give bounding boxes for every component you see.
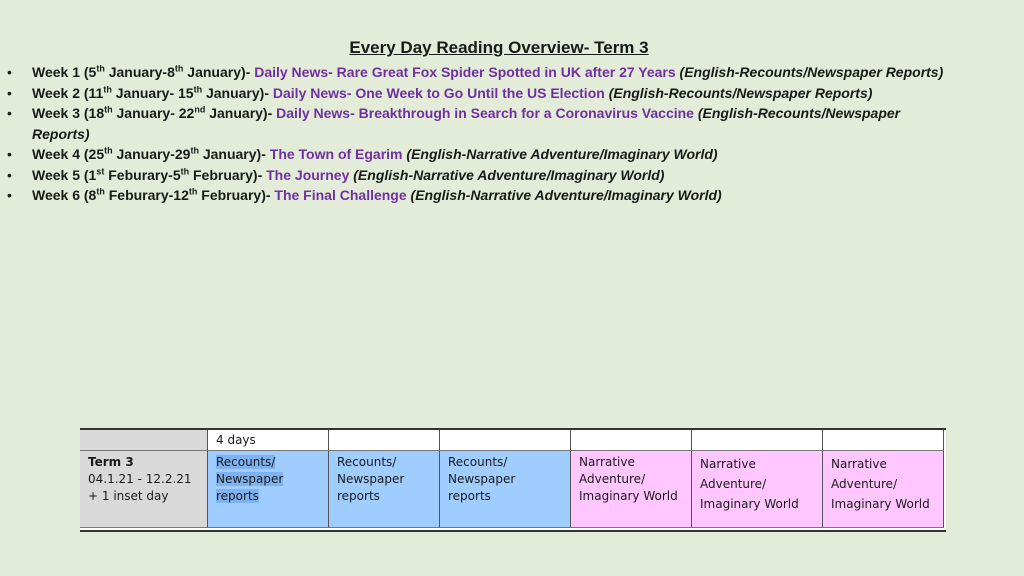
list-item: • Week 2 (11th January- 15th January)- Daily News- One Week to Go Until the US Election (English-Recounts/Newspaper Reports) bbox=[0, 83, 960, 104]
week-genre: (English-Recounts/Newspaper Reports) bbox=[32, 105, 901, 142]
list-item: • Week 6 (8th Feburary-12th February)- The Final Challenge (English-Narrative Adventure/Imaginary World) bbox=[0, 185, 960, 206]
bullet-icon: • bbox=[7, 146, 12, 162]
week-topic: The Journey bbox=[266, 166, 350, 183]
table-header-cell bbox=[80, 430, 208, 451]
table-cell: Recounts/ Newspaper reports bbox=[208, 451, 329, 528]
week-topic: Daily News- Breakthrough in Search for a Coronavirus Vaccine bbox=[276, 105, 694, 121]
table-header-cell: 4 days bbox=[208, 430, 329, 451]
table-cell: Narrative Adventure/ Imaginary World bbox=[823, 451, 944, 528]
list-item: • Week 3 (18th January- 22nd January)- Daily News- Breakthrough in Search for a Coronavirus Vaccine (English-Recounts/Newspaper Reports) bbox=[7, 104, 901, 142]
table-header-cell bbox=[571, 430, 692, 451]
table-header-cell bbox=[823, 430, 944, 451]
term-dates: 04.1.21 - 12.2.21 bbox=[88, 472, 192, 486]
term-table bbox=[80, 428, 946, 532]
week-list bbox=[0, 62, 960, 206]
list-item: • Week 1 (5th January-8th January)- Daily News- Rare Great Fox Spider Spotted in UK after 27 Years (English-Recounts/Newspaper Reports) bbox=[0, 62, 960, 83]
table-header-cell bbox=[692, 430, 823, 451]
week-topic: Daily News- One Week to Go Until the US Election bbox=[272, 84, 605, 101]
list-item: • Week 4 (25th January-29th January)- The Town of Egarim (English-Narrative Adventure/Imaginary World) bbox=[0, 144, 960, 165]
bullet-icon: • bbox=[7, 166, 12, 183]
bullet-icon: • bbox=[7, 187, 12, 203]
week-topic: The Town of Egarim bbox=[269, 146, 403, 162]
week-genre: (English-Recounts/Newspaper Reports) bbox=[675, 64, 944, 80]
list-item: • Week 5 (1st Feburary-5th February)- The Journey (English-Narrative Adventure/Imaginary World) bbox=[0, 165, 960, 186]
table-cell: Narrative Adventure/ Imaginary World bbox=[571, 451, 692, 528]
term-label: Term 3 bbox=[88, 455, 134, 469]
term-inset: + 1 inset day bbox=[88, 489, 169, 503]
table-cell: Narrative Adventure/ Imaginary World bbox=[692, 451, 823, 528]
week-genre: (English-Narrative Adventure/Imaginary World) bbox=[402, 146, 718, 162]
table-header-cell bbox=[440, 430, 571, 451]
bullet-icon: • bbox=[7, 84, 12, 101]
page-title: Every Day Reading Overview- Term 3 bbox=[349, 38, 649, 57]
week-genre: (English-Narrative Adventure/Imaginary World) bbox=[406, 187, 722, 203]
table-cell: Recounts/ Newspaper reports bbox=[440, 451, 571, 528]
term-cell bbox=[80, 451, 208, 528]
table-header-cell bbox=[329, 430, 440, 451]
table-cell: Recounts/ Newspaper reports bbox=[329, 451, 440, 528]
week-topic: The Final Challenge bbox=[274, 187, 407, 203]
bullet-icon: • bbox=[7, 105, 12, 121]
week-topic: Daily News- Rare Great Fox Spider Spotted in UK after 27 Years bbox=[254, 64, 676, 80]
week-genre: (English-Narrative Adventure/Imaginary World) bbox=[349, 166, 665, 183]
week-genre: (English-Recounts/Newspaper Reports) bbox=[604, 84, 873, 101]
bullet-icon: • bbox=[7, 64, 12, 80]
